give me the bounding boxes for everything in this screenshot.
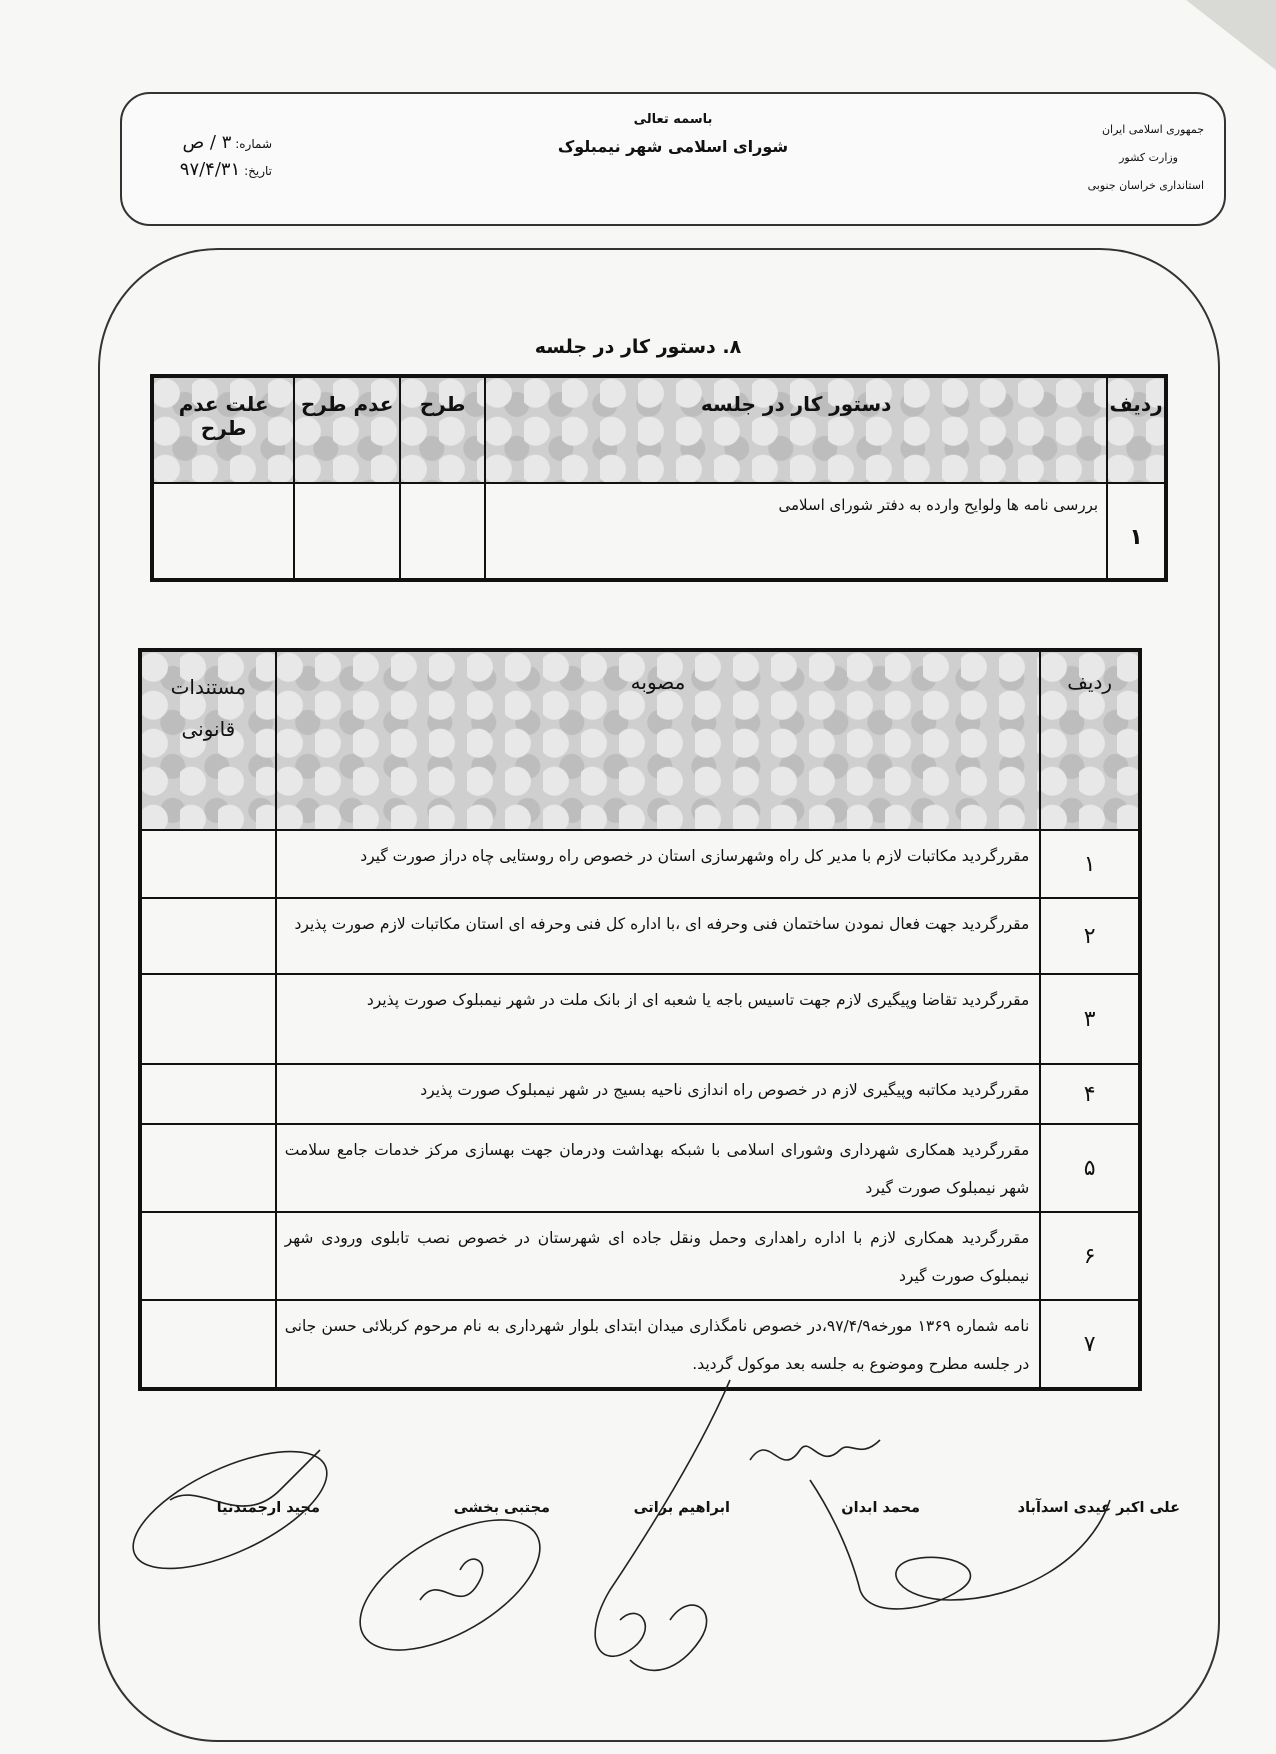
signatory-name: علی اکبر عیدی اسدآباد bbox=[1017, 1500, 1180, 1516]
resolution-text: مقررگردید مکاتبه وپیگیری لازم در خصوص راه اندازی ناحیه بسیج در شهر نیمبلوک صورت پذیرد bbox=[276, 1064, 1041, 1124]
issuer-line: وزارت کشور bbox=[1119, 151, 1178, 164]
agenda-header-row bbox=[152, 376, 1166, 483]
number-field bbox=[152, 130, 272, 157]
signatory-name: مجید ارجمندنیا bbox=[216, 1500, 320, 1516]
row-number: ۷ bbox=[1040, 1300, 1140, 1389]
table-row bbox=[140, 1064, 1140, 1124]
date-value: ۹۷/۴/۳۱ bbox=[179, 159, 241, 180]
resolution-text: مقررگردید جهت فعال نمودن ساختمان فنی وحرفه ای ،با اداره کل فنی وحرفه ای استان مکاتبات لازم صورت پذیرد bbox=[276, 898, 1041, 974]
col-row-number: ردیف bbox=[1107, 376, 1166, 483]
agenda-table bbox=[150, 374, 1168, 582]
legal-basis-cell bbox=[140, 830, 276, 898]
presented-cell bbox=[400, 483, 485, 580]
number-value: ۳ / ص bbox=[182, 132, 232, 153]
col-reason-not-presented: علت عدم طرح bbox=[152, 376, 294, 483]
signature-graphic bbox=[340, 1510, 560, 1670]
legal-header-line: مستندات bbox=[170, 675, 247, 699]
issuer-line: استانداری خراسان جنوبی bbox=[1087, 179, 1204, 192]
legal-basis-cell bbox=[140, 1212, 276, 1300]
row-number: ۲ bbox=[1040, 898, 1140, 974]
reference-block bbox=[152, 130, 272, 184]
number-label: شماره: bbox=[235, 137, 272, 151]
legal-basis-cell bbox=[140, 898, 276, 974]
col-agenda: دستور کار در جلسه bbox=[485, 376, 1107, 483]
signatory-name: ابراهیم براتی bbox=[633, 1500, 730, 1516]
col-not-presented: عدم طرح bbox=[294, 376, 400, 483]
row-number: ۵ bbox=[1040, 1124, 1140, 1212]
not-presented-cell bbox=[294, 483, 400, 580]
issuer-line: جمهوری اسلامی ایران bbox=[1101, 123, 1204, 136]
date-field bbox=[152, 157, 272, 184]
col-row-number: ردیف bbox=[1040, 650, 1140, 830]
table-row bbox=[140, 830, 1140, 898]
table-row bbox=[140, 898, 1140, 974]
row-number: ۱ bbox=[1107, 483, 1166, 580]
reason-cell bbox=[152, 483, 294, 580]
table-row bbox=[152, 483, 1166, 580]
letterhead-title bbox=[122, 112, 1224, 156]
row-number: ۱ bbox=[1040, 830, 1140, 898]
row-number: ۴ bbox=[1040, 1064, 1140, 1124]
resolution-text: مقررگردید تقاضا وپیگیری لازم جهت تاسیس باجه یا شعبه ای از بانک ملت در شهر نیمبلوک صورت پذیرد bbox=[276, 974, 1041, 1064]
date-label: تاریخ: bbox=[244, 164, 272, 178]
row-number: ۳ bbox=[1040, 974, 1140, 1064]
resolution-text: مقررگردید همکاری شهرداری وشورای اسلامی با شبکه بهداشت ودرمان جهت بهسازی مرکز خدمات جامع سلامت شهر نیمبلوک صورت گیرد bbox=[276, 1124, 1041, 1212]
agenda-item: بررسی نامه ها ولوایح وارده به دفتر شورای اسلامی bbox=[485, 483, 1107, 580]
row-number: ۶ bbox=[1040, 1212, 1140, 1300]
resolutions-header-row bbox=[140, 650, 1140, 830]
signatory-name: مجتبی بخشی bbox=[453, 1500, 550, 1516]
resolutions-table bbox=[138, 648, 1142, 1391]
basmala: باسمه تعالی bbox=[633, 112, 713, 127]
resolution-text: مقررگردید همکاری لازم با اداره راهداری وحمل ونقل جاده ای شهرستان در خصوص نصب تابلوی ورودی شهر نیمبلوک صورت گیرد bbox=[276, 1212, 1041, 1300]
legal-header-line: قانونی bbox=[181, 717, 236, 741]
council-name: شورای اسلامی شهر نیمبلوک bbox=[557, 137, 789, 156]
col-presented: طرح bbox=[400, 376, 485, 483]
signature-graphic bbox=[110, 1440, 340, 1600]
letterhead bbox=[120, 92, 1226, 226]
folded-page-corner bbox=[1186, 0, 1276, 70]
table-row bbox=[140, 1124, 1140, 1212]
signatory-name: محمد ابدان bbox=[841, 1500, 920, 1516]
legal-basis-cell bbox=[140, 974, 276, 1064]
table-row bbox=[140, 1212, 1140, 1300]
legal-basis-cell bbox=[140, 1124, 276, 1212]
table-row bbox=[140, 974, 1140, 1064]
legal-basis-cell bbox=[140, 1300, 276, 1389]
legal-basis-cell bbox=[140, 1064, 276, 1124]
col-legal-basis bbox=[140, 650, 276, 830]
section-title: ۸. دستور کار در جلسه bbox=[534, 336, 742, 358]
resolution-text: مقررگردید مکاتبات لازم با مدیر کل راه وشهرسازی استان در خصوص راه روستایی چاه دراز صورت گیرد bbox=[276, 830, 1041, 898]
col-resolution: مصوبه bbox=[276, 650, 1041, 830]
signature-graphic bbox=[570, 1370, 770, 1690]
resolution-text: نامه شماره ۱۳۶۹ مورخه۹۷/۴/۹،در خصوص نامگذاری میدان ابتدای بلوار شهرداری به نام مرحوم کربلائی حسن جانی در جلسه مطرح وموضوع به جلسه بعد موکول گردید. bbox=[276, 1300, 1041, 1389]
